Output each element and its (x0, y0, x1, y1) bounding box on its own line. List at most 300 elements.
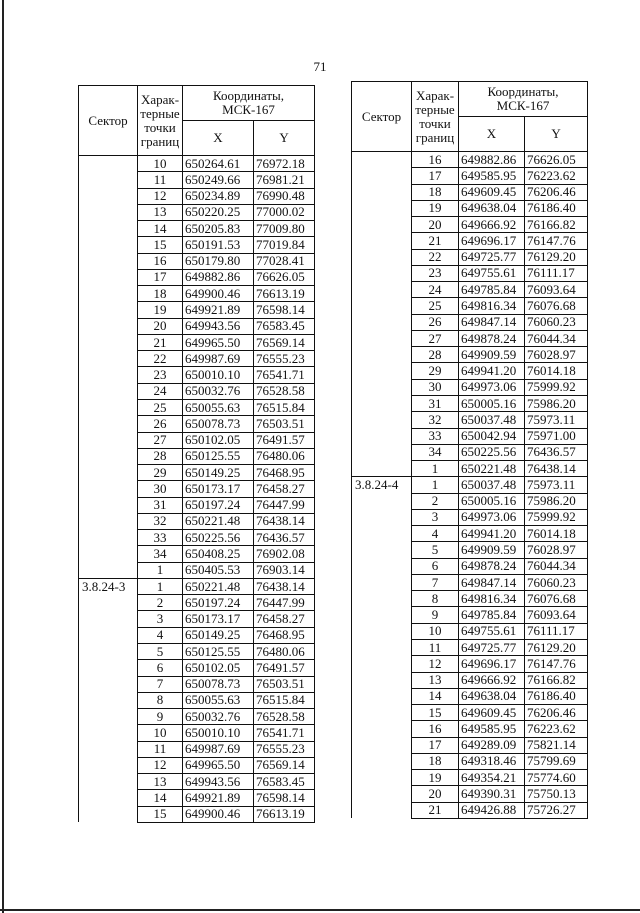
sector-cell (352, 639, 412, 655)
point-number-cell: 7 (412, 574, 459, 590)
x-coordinate-cell: 650149.25 (183, 627, 254, 643)
point-number-cell: 20 (138, 318, 183, 334)
x-coordinate-cell: 649965.50 (183, 334, 254, 350)
point-number-cell: 12 (138, 188, 183, 204)
point-number-cell: 34 (412, 444, 459, 460)
sector-cell (79, 367, 138, 383)
table-row (79, 448, 315, 464)
point-number-cell: 24 (138, 383, 183, 399)
x-coordinate-cell: 650197.24 (183, 595, 254, 611)
sector-cell (352, 461, 412, 477)
y-coordinate-cell: 77019.84 (254, 237, 315, 253)
table-row (352, 314, 588, 330)
y-coordinate-cell: 76503.51 (254, 676, 315, 692)
x-coordinate-cell: 650234.89 (183, 188, 254, 204)
y-coordinate-cell: 75971.00 (525, 428, 588, 444)
point-number-cell: 6 (412, 558, 459, 574)
scan-edge-left (2, 0, 4, 913)
table-row (79, 627, 315, 643)
table-row (79, 334, 315, 350)
table-row (79, 269, 315, 285)
table-row (352, 444, 588, 460)
sector-cell (352, 444, 412, 460)
point-number-cell: 1 (412, 461, 459, 477)
table-row (352, 770, 588, 786)
x-coordinate-cell: 649816.34 (459, 298, 525, 314)
y-coordinate-cell: 75774.60 (525, 770, 588, 786)
table-row (79, 286, 315, 302)
x-coordinate-cell: 650102.05 (183, 432, 254, 448)
y-coordinate-cell: 75986.20 (525, 395, 588, 411)
y-coordinate-cell: 75999.92 (525, 509, 588, 525)
y-coordinate-cell: 76044.34 (525, 330, 588, 346)
y-coordinate-cell: 76147.76 (525, 233, 588, 249)
x-coordinate-cell: 649847.14 (459, 574, 525, 590)
point-number-cell: 34 (138, 546, 183, 562)
table-row (352, 639, 588, 655)
point-number-cell: 28 (412, 347, 459, 363)
table-row (79, 465, 315, 481)
table-row (79, 513, 315, 529)
x-coordinate-cell: 650042.94 (459, 428, 525, 444)
table-row (79, 676, 315, 692)
sector-cell (79, 432, 138, 448)
point-number-cell: 25 (138, 399, 183, 415)
table-row (352, 412, 588, 428)
sector-cell (79, 546, 138, 562)
point-number-cell: 14 (412, 688, 459, 704)
sector-cell (352, 802, 412, 818)
point-number-cell: 20 (412, 786, 459, 802)
x-coordinate-cell: 649909.59 (459, 542, 525, 558)
table-row (79, 204, 315, 220)
sector-cell (352, 786, 412, 802)
sector-cell (352, 217, 412, 233)
y-coordinate-cell: 76166.82 (525, 672, 588, 688)
sector-cell (79, 221, 138, 237)
table-row (352, 672, 588, 688)
point-number-cell: 33 (138, 530, 183, 546)
table-row (352, 721, 588, 737)
header-coordinates: Координаты, МСК-167 (183, 86, 315, 121)
table-row (79, 692, 315, 708)
table-row (79, 253, 315, 269)
point-number-cell: 11 (138, 172, 183, 188)
x-coordinate-cell: 649725.77 (459, 249, 525, 265)
point-number-cell: 17 (412, 737, 459, 753)
table-row (352, 493, 588, 509)
y-coordinate-cell: 76613.19 (254, 286, 315, 302)
point-number-cell: 14 (138, 221, 183, 237)
x-coordinate-cell: 650220.25 (183, 204, 254, 220)
point-number-cell: 29 (138, 465, 183, 481)
x-coordinate-cell: 649318.46 (459, 753, 525, 769)
sector-cell (352, 347, 412, 363)
point-number-cell: 11 (138, 741, 183, 757)
y-coordinate-cell: 76223.62 (525, 721, 588, 737)
point-number-cell: 9 (412, 607, 459, 623)
x-coordinate-cell: 649921.89 (183, 790, 254, 806)
table-row (352, 591, 588, 607)
sector-cell (79, 790, 138, 806)
x-coordinate-cell: 649755.61 (459, 265, 525, 281)
sector-cell (352, 152, 412, 168)
point-number-cell: 1 (138, 578, 183, 594)
y-coordinate-cell: 76569.14 (254, 334, 315, 350)
sector-cell (352, 688, 412, 704)
y-coordinate-cell: 75973.11 (525, 412, 588, 428)
table-row (352, 526, 588, 542)
x-coordinate-cell: 649354.21 (459, 770, 525, 786)
header-y: Y (254, 121, 315, 156)
sector-cell (352, 558, 412, 574)
point-number-cell: 1 (138, 562, 183, 578)
point-number-cell: 5 (138, 643, 183, 659)
point-number-cell: 15 (412, 705, 459, 721)
x-coordinate-cell: 650010.10 (183, 367, 254, 383)
y-coordinate-cell: 75750.13 (525, 786, 588, 802)
sector-cell (79, 497, 138, 513)
x-coordinate-cell: 649426.88 (459, 802, 525, 818)
sector-cell (352, 526, 412, 542)
y-coordinate-cell: 76206.46 (525, 705, 588, 721)
point-number-cell: 13 (138, 204, 183, 220)
x-coordinate-cell: 650125.55 (183, 643, 254, 659)
y-coordinate-cell: 76147.76 (525, 656, 588, 672)
x-coordinate-cell: 649638.04 (459, 200, 525, 216)
y-coordinate-cell: 76541.71 (254, 725, 315, 741)
table-row (352, 737, 588, 753)
sector-cell (79, 302, 138, 318)
y-coordinate-cell: 76111.17 (525, 623, 588, 639)
point-number-cell: 21 (138, 334, 183, 350)
table-row (79, 741, 315, 757)
x-coordinate-cell: 650264.61 (183, 156, 254, 172)
x-coordinate-cell: 649609.45 (459, 705, 525, 721)
point-number-cell: 15 (138, 806, 183, 822)
x-coordinate-cell: 650221.48 (183, 578, 254, 594)
y-coordinate-cell: 77028.41 (254, 253, 315, 269)
y-coordinate-cell: 76111.17 (525, 265, 588, 281)
point-number-cell: 21 (412, 802, 459, 818)
y-coordinate-cell: 76438.14 (254, 513, 315, 529)
point-number-cell: 11 (412, 639, 459, 655)
x-coordinate-cell: 650173.17 (183, 481, 254, 497)
point-number-cell: 3 (412, 509, 459, 525)
sector-cell (79, 627, 138, 643)
x-coordinate-cell: 649941.20 (459, 526, 525, 542)
point-number-cell: 31 (138, 497, 183, 513)
sector-cell (79, 399, 138, 415)
sector-cell (352, 233, 412, 249)
table-row (352, 705, 588, 721)
table-row (79, 774, 315, 790)
sector-cell (352, 672, 412, 688)
table-row (79, 595, 315, 611)
y-coordinate-cell: 76491.57 (254, 432, 315, 448)
table-row (79, 221, 315, 237)
sector-cell (79, 709, 138, 725)
y-coordinate-cell: 76990.48 (254, 188, 315, 204)
table-row (352, 282, 588, 298)
table-row (352, 542, 588, 558)
sector-cell (79, 660, 138, 676)
header-coordinates: Координаты, МСК-167 (459, 82, 588, 117)
table-row (352, 395, 588, 411)
sector-cell (352, 168, 412, 184)
y-coordinate-cell: 76436.57 (254, 530, 315, 546)
y-coordinate-cell: 76598.14 (254, 302, 315, 318)
point-number-cell: 10 (412, 623, 459, 639)
sector-cell (79, 725, 138, 741)
sector-cell (79, 237, 138, 253)
y-coordinate-cell: 75821.14 (525, 737, 588, 753)
point-number-cell: 17 (412, 168, 459, 184)
table-row (352, 802, 588, 818)
point-number-cell: 18 (412, 753, 459, 769)
point-number-cell: 4 (138, 627, 183, 643)
y-coordinate-cell: 76528.58 (254, 383, 315, 399)
page-number: 71 (313, 59, 327, 74)
point-number-cell: 16 (138, 253, 183, 269)
y-coordinate-cell: 76438.14 (254, 578, 315, 594)
y-coordinate-cell: 76436.57 (525, 444, 588, 460)
table-row (79, 562, 315, 578)
sector-cell (352, 265, 412, 281)
point-number-cell: 22 (138, 351, 183, 367)
y-coordinate-cell: 76468.95 (254, 465, 315, 481)
x-coordinate-cell: 649289.09 (459, 737, 525, 753)
header-points: Харак- терные точки границ (138, 86, 183, 156)
sector-cell (79, 204, 138, 220)
x-coordinate-cell: 649609.45 (459, 184, 525, 200)
sector-cell (352, 298, 412, 314)
point-number-cell: 2 (138, 595, 183, 611)
x-coordinate-cell: 650032.76 (183, 709, 254, 725)
sector-cell: 3.8.24-3 (79, 578, 138, 594)
y-coordinate-cell: 75999.92 (525, 379, 588, 395)
sector-cell (79, 269, 138, 285)
table-row (79, 481, 315, 497)
y-coordinate-cell: 76981.21 (254, 172, 315, 188)
table-row (352, 184, 588, 200)
x-coordinate-cell: 650055.63 (183, 692, 254, 708)
y-coordinate-cell: 76044.34 (525, 558, 588, 574)
header-sector: Сектор (79, 86, 138, 156)
table-row (352, 217, 588, 233)
x-coordinate-cell: 649390.31 (459, 786, 525, 802)
sector-cell (352, 249, 412, 265)
table-row (352, 428, 588, 444)
y-coordinate-cell: 76902.08 (254, 546, 315, 562)
sector-cell (79, 676, 138, 692)
x-coordinate-cell: 649666.92 (459, 217, 525, 233)
x-coordinate-cell: 650179.80 (183, 253, 254, 269)
sector-cell (79, 318, 138, 334)
table-row (79, 660, 315, 676)
table-row (79, 709, 315, 725)
table-row (352, 574, 588, 590)
x-coordinate-cell: 649785.84 (459, 607, 525, 623)
x-coordinate-cell: 649973.06 (459, 509, 525, 525)
sector-cell (79, 448, 138, 464)
sector-cell (352, 282, 412, 298)
point-number-cell: 22 (412, 249, 459, 265)
point-number-cell: 28 (138, 448, 183, 464)
sector-cell (352, 623, 412, 639)
sector-cell (352, 770, 412, 786)
sector-cell (79, 172, 138, 188)
point-number-cell: 15 (138, 237, 183, 253)
y-coordinate-cell: 76014.18 (525, 526, 588, 542)
point-number-cell: 20 (412, 217, 459, 233)
point-number-cell: 31 (412, 395, 459, 411)
table-row (352, 688, 588, 704)
sector-cell (79, 465, 138, 481)
y-coordinate-cell: 76076.68 (525, 591, 588, 607)
sector-cell (79, 643, 138, 659)
y-coordinate-cell: 76583.45 (254, 318, 315, 334)
point-number-cell: 8 (412, 591, 459, 607)
x-coordinate-cell: 649638.04 (459, 688, 525, 704)
point-number-cell: 25 (412, 298, 459, 314)
y-coordinate-cell: 76555.23 (254, 351, 315, 367)
sector-cell (352, 363, 412, 379)
table-row (79, 757, 315, 773)
table-row (352, 509, 588, 525)
y-coordinate-cell: 75726.27 (525, 802, 588, 818)
y-coordinate-cell: 76480.06 (254, 643, 315, 659)
point-number-cell: 13 (412, 672, 459, 688)
y-coordinate-cell: 76528.58 (254, 709, 315, 725)
table-row (352, 152, 588, 168)
sector-cell (352, 493, 412, 509)
sector-cell (352, 428, 412, 444)
x-coordinate-cell: 649900.46 (183, 286, 254, 302)
x-coordinate-cell: 650055.63 (183, 399, 254, 415)
x-coordinate-cell: 649921.89 (183, 302, 254, 318)
x-coordinate-cell: 649965.50 (183, 757, 254, 773)
point-number-cell: 27 (138, 432, 183, 448)
y-coordinate-cell: 76060.23 (525, 314, 588, 330)
point-number-cell: 3 (138, 611, 183, 627)
point-number-cell: 30 (138, 481, 183, 497)
x-coordinate-cell: 649900.46 (183, 806, 254, 822)
y-coordinate-cell: 76972.18 (254, 156, 315, 172)
header-x: X (183, 121, 254, 156)
sector-cell (79, 383, 138, 399)
table-row (79, 302, 315, 318)
x-coordinate-cell: 650125.55 (183, 448, 254, 464)
sector-cell (352, 314, 412, 330)
header-y: Y (525, 117, 588, 152)
y-coordinate-cell: 76014.18 (525, 363, 588, 379)
x-coordinate-cell: 650149.25 (183, 465, 254, 481)
y-coordinate-cell: 76447.99 (254, 497, 315, 513)
point-number-cell: 16 (412, 152, 459, 168)
sector-cell (79, 774, 138, 790)
header-points: Харак- терные точки границ (412, 82, 459, 152)
coordinates-table-right (351, 81, 588, 819)
x-coordinate-cell: 650221.48 (459, 461, 525, 477)
x-coordinate-cell: 649847.14 (459, 314, 525, 330)
y-coordinate-cell: 76129.20 (525, 639, 588, 655)
x-coordinate-cell: 650405.53 (183, 562, 254, 578)
table-row (79, 318, 315, 334)
y-coordinate-cell: 75799.69 (525, 753, 588, 769)
sector-cell (352, 330, 412, 346)
sector-cell (79, 334, 138, 350)
point-number-cell: 1 (412, 477, 459, 493)
point-number-cell: 32 (412, 412, 459, 428)
x-coordinate-cell: 649816.34 (459, 591, 525, 607)
sector-cell (352, 591, 412, 607)
sector-cell (79, 351, 138, 367)
y-coordinate-cell: 76468.95 (254, 627, 315, 643)
table-row (79, 172, 315, 188)
x-coordinate-cell: 649973.06 (459, 379, 525, 395)
x-coordinate-cell: 650249.66 (183, 172, 254, 188)
x-coordinate-cell: 650037.48 (459, 477, 525, 493)
y-coordinate-cell: 76503.51 (254, 416, 315, 432)
table-row (79, 497, 315, 513)
x-coordinate-cell: 650078.73 (183, 416, 254, 432)
y-coordinate-cell: 76093.64 (525, 607, 588, 623)
coordinates-table-left (78, 85, 315, 823)
point-number-cell: 16 (412, 721, 459, 737)
y-coordinate-cell: 76569.14 (254, 757, 315, 773)
sector-cell (352, 753, 412, 769)
y-coordinate-cell: 76028.97 (525, 542, 588, 558)
table-row (79, 416, 315, 432)
table-row (352, 363, 588, 379)
table-row (79, 432, 315, 448)
y-coordinate-cell: 76541.71 (254, 367, 315, 383)
table-row (79, 806, 315, 822)
table-row (352, 330, 588, 346)
y-coordinate-cell: 76458.27 (254, 481, 315, 497)
x-coordinate-cell: 649882.86 (459, 152, 525, 168)
table-row (79, 383, 315, 399)
y-coordinate-cell: 76093.64 (525, 282, 588, 298)
point-number-cell: 24 (412, 282, 459, 298)
point-number-cell: 8 (138, 692, 183, 708)
y-coordinate-cell: 75986.20 (525, 493, 588, 509)
sector-cell (79, 156, 138, 172)
table-row (352, 607, 588, 623)
y-coordinate-cell: 76613.19 (254, 806, 315, 822)
x-coordinate-cell: 649666.92 (459, 672, 525, 688)
point-number-cell: 18 (412, 184, 459, 200)
table-row (352, 168, 588, 184)
sector-cell: 3.8.24-4 (352, 477, 412, 493)
table-row (352, 347, 588, 363)
point-number-cell: 26 (412, 314, 459, 330)
y-coordinate-cell: 77000.02 (254, 204, 315, 220)
table-row (352, 200, 588, 216)
x-coordinate-cell: 649882.86 (183, 269, 254, 285)
x-coordinate-cell: 650037.48 (459, 412, 525, 428)
y-coordinate-cell: 76129.20 (525, 249, 588, 265)
sector-cell (79, 806, 138, 822)
y-coordinate-cell: 76076.68 (525, 298, 588, 314)
point-number-cell: 19 (412, 200, 459, 216)
point-number-cell: 29 (412, 363, 459, 379)
y-coordinate-cell: 76447.99 (254, 595, 315, 611)
sector-cell (79, 611, 138, 627)
point-number-cell: 21 (412, 233, 459, 249)
sector-cell (79, 286, 138, 302)
